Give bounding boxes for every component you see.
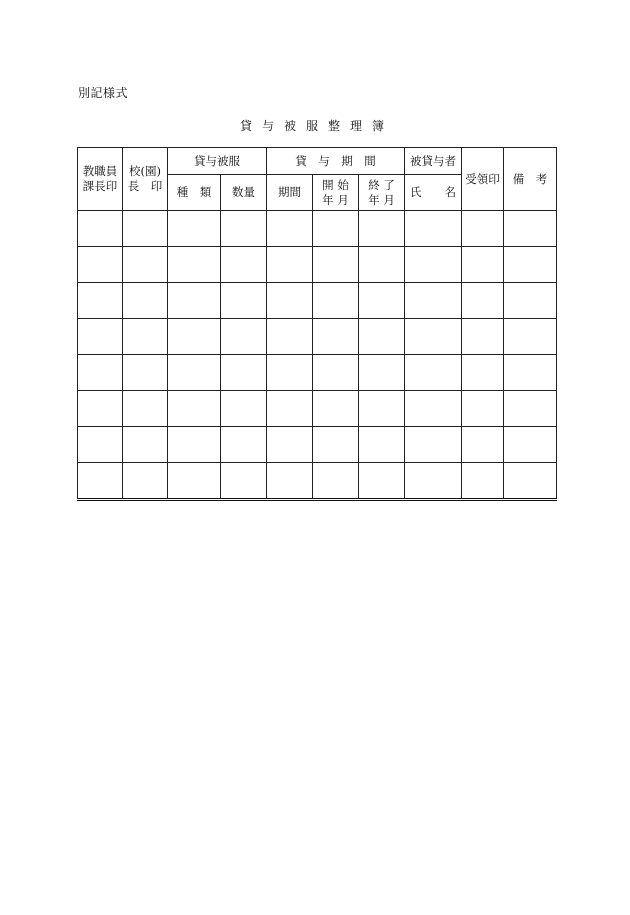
table-cell: [504, 463, 557, 500]
start-date-header-line2: 年 月: [322, 192, 349, 207]
table-cell: [168, 427, 221, 463]
table-cell: [462, 211, 504, 247]
borrower-name-header: 氏 名: [405, 175, 462, 211]
table-cell: [504, 211, 557, 247]
table-cell: [123, 391, 168, 427]
table-cell: [504, 319, 557, 355]
table-cell: [462, 319, 504, 355]
table-cell: [405, 463, 462, 500]
table-cell: [405, 427, 462, 463]
table-row: [78, 427, 557, 463]
table-cell: [462, 355, 504, 391]
table-cell: [405, 355, 462, 391]
table-cell: [359, 463, 405, 500]
table-cell: [123, 283, 168, 319]
table-cell: [123, 355, 168, 391]
table-cell: [168, 283, 221, 319]
table-cell: [313, 247, 359, 283]
table-cell: [359, 319, 405, 355]
table-cell: [504, 283, 557, 319]
end-date-header-line2: 年 月: [368, 192, 395, 207]
table-cell: [78, 283, 123, 319]
table-cell: [168, 463, 221, 500]
table-cell: [221, 319, 267, 355]
period-header: 期間: [267, 175, 313, 211]
table-cell: [221, 283, 267, 319]
table-cell: [313, 355, 359, 391]
table-cell: [78, 391, 123, 427]
table-row: [78, 391, 557, 427]
table-cell: [313, 319, 359, 355]
header-row-1: [78, 148, 557, 175]
loaned-clothing-header: 貸与被服: [168, 148, 267, 175]
end-date-header: [359, 175, 405, 211]
table-row: [78, 211, 557, 247]
table-cell: [123, 427, 168, 463]
table-row: [78, 283, 557, 319]
table-cell: [78, 427, 123, 463]
table-cell: [123, 463, 168, 500]
table-cell: [168, 391, 221, 427]
table-cell: [221, 211, 267, 247]
table-cell: [462, 283, 504, 319]
table-cell: [267, 355, 313, 391]
table-cell: [405, 391, 462, 427]
table-cell: [168, 247, 221, 283]
table-cell: [78, 247, 123, 283]
table-cell: [221, 247, 267, 283]
table-cell: [504, 355, 557, 391]
table-cell: [462, 463, 504, 500]
table-cell: [405, 283, 462, 319]
table-row: [78, 247, 557, 283]
start-date-header: [313, 175, 359, 211]
table-cell: [359, 391, 405, 427]
school-head-seal-header-line2: 長 印: [127, 179, 163, 193]
table-cell: [168, 319, 221, 355]
table-cell: [78, 319, 123, 355]
table-cell: [221, 463, 267, 500]
table-cell: [405, 319, 462, 355]
school-head-seal-header: [123, 148, 168, 211]
table-cell: [267, 211, 313, 247]
table-cell: [221, 427, 267, 463]
table-cell: [504, 247, 557, 283]
table-cell: [267, 319, 313, 355]
end-date-header-line1: 終 了: [368, 177, 395, 192]
table-cell: [313, 283, 359, 319]
quantity-header: 数量: [221, 175, 267, 211]
table-cell: [123, 319, 168, 355]
table-cell: [504, 391, 557, 427]
table-cell: [359, 283, 405, 319]
table-cell: [168, 355, 221, 391]
receipt-seal-header: 受領印: [462, 148, 504, 211]
table-cell: [359, 427, 405, 463]
table-cell: [267, 283, 313, 319]
table-cell: [359, 247, 405, 283]
remarks-header: 備 考: [504, 148, 557, 211]
table-cell: [78, 211, 123, 247]
form-label: 別記様式: [78, 86, 129, 100]
table-cell: [359, 211, 405, 247]
table-cell: [462, 391, 504, 427]
table-cell: [123, 247, 168, 283]
table-cell: [405, 247, 462, 283]
table-cell: [123, 211, 168, 247]
table-cell: [359, 355, 405, 391]
table-cell: [504, 427, 557, 463]
clothing-type-header: 種 類: [168, 175, 221, 211]
table-cell: [221, 355, 267, 391]
table-cell: [267, 391, 313, 427]
table-cell: [462, 427, 504, 463]
table-cell: [313, 391, 359, 427]
table-row: [78, 319, 557, 355]
table-cell: [313, 211, 359, 247]
table-cell: [267, 427, 313, 463]
table-cell: [78, 355, 123, 391]
school-head-seal-header-line1: 校(園): [129, 164, 161, 178]
table-cell: [78, 463, 123, 500]
register-body: [78, 211, 557, 500]
document-title: 貸与被服整理簿: [239, 119, 394, 133]
table-cell: [313, 463, 359, 500]
staff-chief-seal-header-line1: 教職員: [82, 164, 118, 178]
table-row: [78, 463, 557, 500]
loan-period-header: 貸 与 期 間: [267, 148, 405, 175]
table-row: [78, 355, 557, 391]
borrower-header: 被貸与者: [405, 148, 462, 175]
staff-chief-seal-header: [78, 148, 123, 211]
table-cell: [405, 211, 462, 247]
clothing-register-table: [77, 147, 557, 501]
table-cell: [267, 463, 313, 500]
table-cell: [267, 247, 313, 283]
staff-chief-seal-header-line2: 課長印: [82, 179, 118, 193]
table-cell: [168, 211, 221, 247]
start-date-header-line1: 開 始: [322, 177, 349, 192]
table-cell: [221, 391, 267, 427]
table-cell: [462, 247, 504, 283]
table-cell: [313, 427, 359, 463]
